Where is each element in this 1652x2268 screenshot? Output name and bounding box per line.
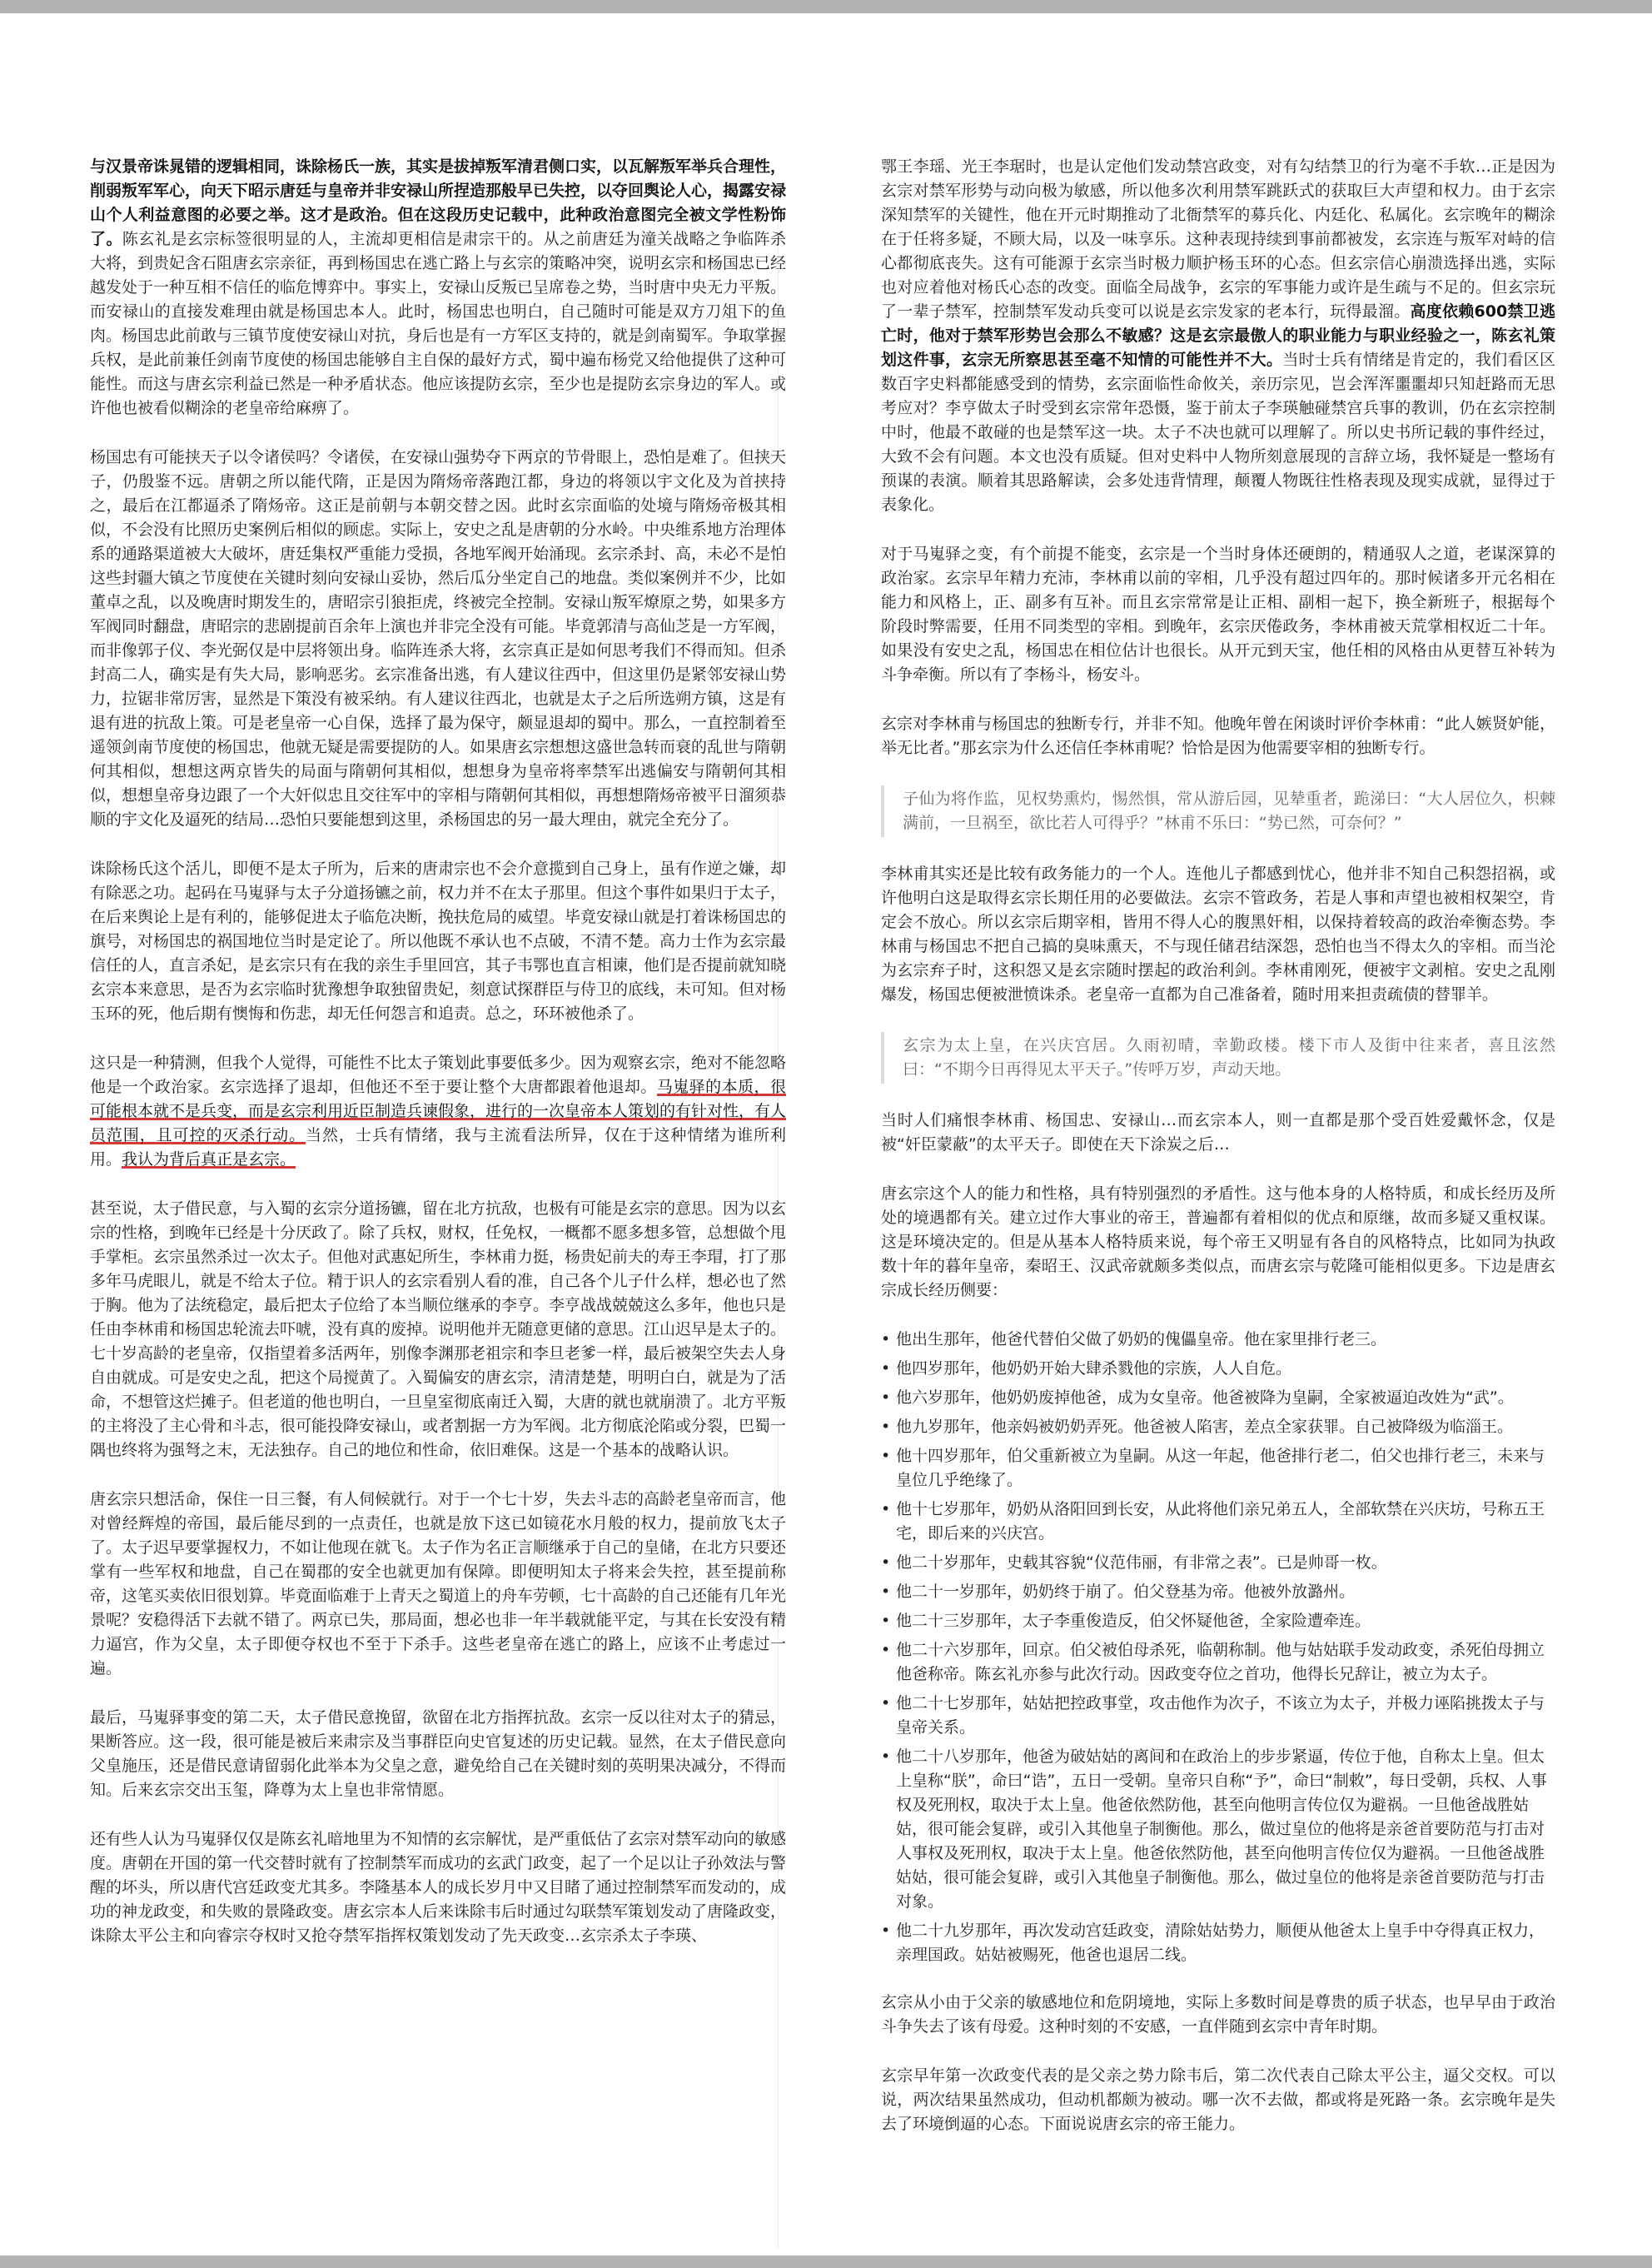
list-item: • 他十七岁那年，奶奶从洛阳回到长安，从此将他们亲兄弟五人，全部软禁在兴庆坊，号称五王宅，即后来的兴庆宫。: [881, 1498, 1555, 1546]
list-item: • 他二十八岁那年，他爸为破姑姑的离间和在政治上的步步紧逼，传位于他，自称太上皇。但太上皇称“朕”，命曰“诰”，五日一受朝。皇帝只自称“予”，命曰“制敕”，每日受朝，兵权、人事权及死刑权，取决于太上皇。他爸依然防他，甚至向他明言传位仅为避祸。一旦他爸战胜姑姑，很可能会复辟，或引入其他皇子制衡他。那么，做过皇位的他将是亲爸首要防范与打击对人事权及死刑权，取决于太上皇。他爸依然防他，甚至向他明言传位仅为避祸。一旦他爸战胜姑姑，很可能会复辟，或引入其他皇子制衡他。那么，做过皇位的他将是亲爸首要防范与打击对象。: [881, 1745, 1555, 1914]
list-item: • 他二十岁那年，史载其容貌“仪范伟丽，有非常之表”。已是帅哥一枚。: [881, 1551, 1555, 1575]
highlighted-passage: 马嵬驿的本质，很可能根本就不是兵变，而是玄宗利用近臣制造兵谏假象，进行的一次皇帝本人策划的有针对性，有人员范围，且可控的灭杀行动。: [90, 1078, 787, 1144]
timeline-list: [881, 1328, 1555, 1967]
paragraph-7: 最后，马嵬驿事变的第二天，太子借民意挽留，欲留在北方指挥抗敌。玄宗一反以往对太子的猜忌，果断答应。这一段，很可能是被后来肃宗及当事群臣向史官复述的历史记载。显然，在太子借民意向父皇施压，还是借民意请留弱化此举本为父皇之意，避免给自己在关键时刻的英明果决减分，不得而知。后来玄宗交出玉玺，降尊为太上皇也非常情愿。: [90, 1708, 787, 1799]
list-item: • 他六岁那年，他奶奶废掉他爸，成为女皇帝。他爸被降为皇嗣，全家被逼迫改姓为“武”。: [881, 1386, 1555, 1410]
paragraph-8: 还有些人认为马嵬驿仅仅是陈玄礼暗地里为不知情的玄宗解忧，是严重低估了玄宗对禁军动向的敏感度。唐朝在开国的第一代交替时就有了控制禁军而成功的玄武门政变，起了一个足以让子孙效法与警醒的坏头，所以唐代宫廷政变尤其多。李隆基本人的成长岁月中又目睹了通过控制禁军而发动的，成功的神龙政变，和失败的景隆政变。唐玄宗本人后来诛除韦后时通过勾联禁军策划发动了唐隆政变，诛除太平公主和向睿宗夺权时又抢夺禁军指挥权策划发动了先天政变…玄宗杀太子李瑛、: [90, 1830, 787, 1945]
bold-passage: 高度依赖600禁卫逃亡时，他对于禁军形势岂会那么不敏感？这是玄宗最傲人的职业能力与职业经验之一，陈玄礼策划这件事，玄宗无所察思甚至毫不知情的可能性并不大。: [881, 302, 1555, 369]
top-scroll-edge: [0, 0, 1652, 13]
blockquote-2: 玄宗为太上皇，在兴庆宫居。久雨初晴，幸勤政楼。楼下市人及街中往来者，喜且泫然曰：“不期今日再得见太平天子。”传呼万岁，声动天地。: [881, 1032, 1555, 1084]
paragraph-1: [90, 155, 786, 421]
paragraph-4: [90, 1051, 786, 1172]
paragraph-text: 当时士兵有情绪是肯定的，我们看区区数百字史料都能感受到的情势，玄宗面临性命攸关，亲历宗见，岂会浑浑噩噩却只知赶路而无思考应对？李亨做太子时受到玄宗常年恐慑，鉴于前太子李瑛触碰禁宫兵事的教训，仍在玄宗控制中时，他最不敢碰的也是禁军这一块。太子不决也就可以理解了。所以史书所记载的事件经过，大致不会有问题。本文也没有质疑。但对史料中人物所刻意展现的言辞立场，我怀疑是一整场有预谋的表演。顺着其思路解读，会多处违背情理，颠覆人物既往性格表现及现实成就，显得过于表象化。: [881, 351, 1555, 514]
paragraph-3: 诛除杨氏这个活儿，即便不是太子所为，后来的唐肃宗也不会介意揽到自己身上，虽有作逆之嫌，却有除恶之功。起码在马嵬驿与太子分道扬镳之前，权力并不在太子那里。但这个事件如果归于太子，在后来舆论上是有利的，能够促进太子临危决断，挽扶危局的威望。毕竟安禄山就是打着诛杨国忠的旗号，对杨国忠的祸国地位当时是定论了。所以他既不承认也不点破，不清不楚。高力士作为玄宗最信任的人，直言杀妃，是玄宗只有在我的亲生手里回宫，其子韦鄂也直言相谏，他们是否提前就知晓玄宗本来意思，是否为玄宗临时犹豫想争取独留贵妃，刻意试探群臣与侍卫的底线，未可知。但对杨玉环的死，他后期有懊悔和伤悲，却无任何怨言和追责。总之，环环被他杀了。: [90, 860, 787, 1023]
paragraph-9: [881, 155, 1555, 517]
left-column: [90, 155, 786, 1973]
list-item: • 他二十三岁那年，太子李重俊造反，伯父怀疑他爸，全家险遭牵连。: [881, 1609, 1555, 1633]
paragraph-5: 甚至说，太子借民意，与入蜀的玄宗分道扬镳，留在北方抗敌，也极有可能是玄宗的意思。因为以玄宗的性格，到晚年已经是十分厌政了。除了兵权，财权，任免权，一概都不愿多想多管，总想做个甩手掌柜。玄宗虽然杀过一次太子。但他对武惠妃所生，李林甫力挺，杨贵妃前夫的寿王李瑁，打了那多年马虎眼儿，就是不给太子位。精于识人的玄宗看别人看的准，自己各个儿子什么样，想必也了然于胸。他为了法统稳定，最后把太子位给了本当顺位继承的李亨。李亨战战兢兢这么多年，他也只是任由李林甫和杨国忠轮流去吓唬，没有真的废掉。说明他并无随意更储的意思。江山迟早是太子的。七十岁高龄的老皇帝，仅指望着多活两年，别像李渊那老祖宗和李旦老爹一样，最后被架空失去人身自由就成。可是安史之乱，把这个局搅黄了。入蜀偏安的唐玄宗，清清楚楚，明明白白，就是为了活命，不想管这烂摊子。但老道的他也明白，一旦皇室彻底南迁入蜀，大唐的就也就崩溃了。北方平叛的主将没了主心骨和斗志，很可能投降安禄山，或者割据一方为军阀。北方彻底沦陷或分裂，巴蜀一隅也终将为强弩之末，无法独存。自己的地位和性命，依旧难保。这是一个基本的战略认识。: [90, 1199, 787, 1459]
paragraph-text: 当然，士兵有情绪，我与主流看法所异，仅在于这种情绪为谁所利用。: [90, 1126, 786, 1169]
paragraph-text: 陈玄礼是玄宗标签很明显的人，主流却更相信是肃宗干的。从之前唐廷为潼关战略之争临阵杀大将，到贵妃含石阻唐玄宗亲征，再到杨国忠在逃亡路上与玄宗的策略冲突，说明玄宗和杨国忠已经越发处于一种互相不信任的临危博弈中。事实上，安禄山反叛已呈席卷之势，当时唐中央无力平叛。而安禄山的直接发难理由就是杨国忠本人。此时，杨国忠也明白，自己随时可能是双方刀俎下的鱼肉。杨国忠此前敢与三镇节度使安禄山对抗，身后也是有一方军区支持的，就是剑南蜀军。争取掌握兵权，是此前兼任剑南节度使的杨国忠能够自主自保的最好方式，蜀中遍布杨党又给他提供了这种可能性。而这与唐玄宗利益已然是一种矛盾状态。他应该提防玄宗，至少也是提防玄宗身边的军人。或许他也被看似糊涂的老皇帝给麻痹了。: [90, 230, 787, 417]
paragraph-text: 鄂王李瑶、光王李琚时，也是认定他们发动禁宫政变，对有勾结禁卫的行为毫不手软…正是因为玄宗对禁军形势与动向极为敏感，所以他多次利用禁军跳跃式的获取巨大声望和权力。由于玄宗深知禁军的关键性，他在开元时期推动了北衙禁军的募兵化、内廷化、私属化。玄宗晚年的糊涂在于任将多疑，不顾大局，以及一味享乐。这种表现持续到事前都被发，玄宗连与叛军对峙的信心都彻底丧失。这有可能源于玄宗当时极力顺护杨玉环的心态。但玄宗信心崩溃选择出逃，实际也对应着他对杨氏心态的改变。面临全局战争，玄宗的军事能力或许是生疏与不足的。但玄宗玩了一辈子禁军，控制禁军发动兵变可以说是玄宗发家的老本行，玩得最溜。: [881, 157, 1555, 321]
paragraph-2: 杨国忠有可能挟天子以令诸侯吗？令诸侯，在安禄山强势夺下两京的节骨眼上，恐怕是难了。但挟天子，仍殷鉴不远。唐朝之所以能代隋，正是因为隋炀帝落跑江都，身边的将领以宇文化及为首挟持之，最后在江都逼杀了隋炀帝。这正是前朝与本朝交替之因。此时玄宗面临的处境与隋炀帝极其相似，不会没有比照历史案例后相似的顾虑。实际上，安史之乱是唐朝的分水岭。中央维系地方治理体系的通路渠道被大大破坏，唐廷集权严重能力受损，各地军阀开始涌现。玄宗杀封、高，未必不是怕这些封疆大镇之节度使在关键时刻向安禄山妥协，然后瓜分坐定自己的地盘。类似案例并不少，比如董卓之乱，以及晚唐时期发生的，唐昭宗引狼拒虎，终被完全控制。安禄山叛军燎原之势，如果多方军阀同时翻盘，唐昭宗的悲剧提前百余年上演也并非完全没有可能。毕竟郭清与高仙芝是一方军阀，而非像郭子仪、李光弼仅是中层将领出身。临阵连杀大将，玄宗真正是如何思考我们不得而知。但杀封高二人，确实是有失大局，影响恶劣。玄宗准备出逃，有人建议往西中，但这里仍是紧邻安禄山势力，拉锯非常厉害，显然是下策没有被采纳。有人建议往西北，也就是太子之后所选朔方镇，这是有退有进的抗敌上策。可是老皇帝一心自保，选择了最为保守，颇显退却的蜀中。那么，一直控制着至遥领剑南节度使的杨国忠，他就无疑是需要提防的人。如果唐玄宗想想这盛世急转而衰的乱世与隋朝何其相似，想想这两京皆失的局面与隋朝何其相似，想想身为皇帝将率禁军出逃偏安与隋朝何其相似，想想皇帝身边跟了一个大奸似忠且交往军中的宰相与隋朝何其相似，再想想隋炀帝被平日溜须恭顺的宇文化及逼死的结局…恐怕只要能想到这里，杀杨国忠的另一最大理由，就完全充分了。: [90, 448, 787, 829]
paragraph-12: 李林甫其实还是比较有政务能力的一个人。连他儿子都感到忧心，他并非不知自己积怨招祸，或许他明白这是取得玄宗长期任用的必要做法。玄宗不管政务，若是人事和声望也被相权架空，肯定会不放心。所以玄宗后期宰相，皆用不得人心的腹黑奸相，以保持着较高的政治牵衡态势。李林甫与杨国忠不把自己搞的臭味熏天，不与现任储君结深怨，恐怕也当不得太久的宰相。而当沦为玄宗弃子时，这积怨又是玄宗随时摆起的政治利剑。李林甫刚死，便被宇文剥棺。安史之乱刚爆发，杨国忠便被泄愤诛杀。老皇帝一直都为自己准备着，随时用来担责疏债的替罪羊。: [881, 865, 1555, 1004]
list-item: • 他十四岁那年，伯父重新被立为皇嗣。从这一年起，他爸排行老二，伯父也排行老三，未来与皇位几乎绝缘了。: [881, 1444, 1555, 1493]
paragraph-text: 这只是一种猜测，但我个人觉得，可能性不比太子策划此事要低多少。因为观察玄宗，绝对不能忽略他是一个政治家。玄宗选择了退却，但他还不至于要让整个大唐都跟着他退却。: [90, 1054, 787, 1096]
right-column: [881, 155, 1555, 2161]
list-item: • 他二十六岁那年，回京。伯父被伯母杀死，临朝称制。他与姑姑联手发动政变，杀死伯母拥立他爸称帝。陈玄礼亦参与此次行动。因政变夺位之首功，他得长兄辞让，被立为太子。: [881, 1638, 1555, 1687]
paragraph-15: 玄宗从小由于父亲的敏感地位和危阴境地，实际上多数时间是尊贵的质子状态，也早早由于政治斗争失去了该有母爱。这种时刻的不安感，一直伴随到玄宗中青年时期。: [881, 1993, 1555, 2036]
paragraph-16: 玄宗早年第一次政变代表的是父亲之势力除韦后，第二次代表自己除太平公主，逼父交权。可以说，两次结果虽然成功，但动机都颇为被动。哪一次不去做，都或将是死路一条。玄宗晚年是失去了环境倒逼的心态。下面说说唐玄宗的帝王能力。: [881, 2066, 1555, 2133]
list-item: • 他四岁那年，他奶奶开始大肆杀戮他的宗族，人人自危。: [881, 1357, 1555, 1381]
blockquote-1: 子仙为将作监，见权势熏灼，惕然惧，常从游后园，见辇重者，跪涕曰：“大人居位久，枳棘满前，一旦祸至，欲比若人可得乎？”林甫不乐曰：“势已然，可奈何？”: [881, 785, 1555, 837]
bold-passage: 与汉景帝诛晁错的逻辑相同，诛除杨氏一族，其实是拔掉叛军清君侧口实，以瓦解叛军举兵合理性，削弱叛军军心，向天下昭示唐廷与皇帝并非安禄山所捏造那般早已失控，以夺回舆论人心，揭露安禄山个人利益意图的必要之举。这才是政治。但在这段历史记载中，此种政治意图完全被文学性粉饰了。: [90, 157, 787, 248]
list-item: • 他出生那年，他爸代替伯父做了奶奶的傀儡皇帝。他在家里排行老三。: [881, 1328, 1555, 1352]
list-item: • 他二十九岁那年，再次发动宫廷政变，清除姑姑势力，顺便从他爸太上皇手中夺得真正权力，亲理国政。姑姑被赐死，他爸也退居二线。: [881, 1919, 1555, 1967]
paragraph-14: 唐玄宗这个人的能力和性格，具有特别强烈的矛盾性。这与他本身的人格特质，和成长经历及所处的境遇都有关。建立过作大事业的帝王，普遍都有着相似的优点和原继，故而多疑又重权谋。这是环境决定的。但是从基本人格特质来说，每个帝王又明显有各自的风格特点，比如同为执政数十年的暮年皇帝，秦昭王、汉武帝就颇多类似点，而唐玄宗与乾隆可能相似更多。下边是唐玄宗成长经历侧要：: [881, 1184, 1555, 1299]
list-item: • 他二十七岁那年，姑姑把控政事堂，攻击他作为次子，不该立为太子，并极力诬陷挑拨太子与皇帝关系。: [881, 1692, 1555, 1740]
paragraph-6: 唐玄宗只想活命，保住一日三餐，有人伺候就行。对于一个七十岁，失去斗志的高龄老皇帝而言，他对曾经辉煌的帝国，最后能尽到的一点责任，也就是放下这已如镜花水月般的权力，提前放飞太子了。太子迟早要掌握权力，不如让他现在就飞。太子作为名正言顺继承于自己的皇储，在北方只要还掌有一些军权和地盘，自己在蜀郡的安全也就更加有保障。即便明知太子将来会失控，甚至提前称帝，这笔买卖依旧很划算。毕竟面临难于上青天之蜀道上的舟车劳顿，七十高龄的自己还能有几年光景呢？安稳得活下去就不错了。两京已失，那局面，想必也非一年半载就能平定，与其在长安没有精力逼宫，作为父皇，太子即便夺权也不至于下杀手。这些老皇帝在逃亡的路上，应该不止考虑过一遍。: [90, 1490, 787, 1677]
paragraph-11: 玄宗对李林甫与杨国忠的独断专行，并非不知。他晚年曾在闲谈时评价李林甫：“此人嫉贤妒能，举无比者。”那玄宗为什么还信任李林甫呢？恰恰是因为他需要宰相的独断专行。: [881, 715, 1555, 757]
bottom-scroll-edge: [0, 2256, 1652, 2268]
paragraph-13: 当时人们痛恨李林甫、杨国忠、安禄山…而玄宗本人，则一直都是那个受百姓爱戴怀念，仅是被“奸臣蒙蔽”的太平天子。即使在天下涂炭之后…: [881, 1111, 1555, 1154]
list-item: • 他二十一岁那年，奶奶终于崩了。伯父登基为帝。他被外放潞州。: [881, 1580, 1555, 1604]
highlighted-passage: 我认为背后真正是玄宗。: [122, 1150, 296, 1169]
paragraph-10: 对于马嵬驿之变，有个前提不能变，玄宗是一个当时身体还硬朗的，精通驭人之道，老谋深算的政治家。玄宗早年精力充沛，李林甫以前的宰相，几乎没有超过四年的。那时候诸多开元名相在能力和风格上，正、副多有互补。而且玄宗常常是让正相、副相一起下，换全新班子，根据每个阶段时弊需要，任用不同类型的宰相。到晚年，玄宗厌倦政务，李林甫被天荒掌相权近二十年。如果没有安史之乱，杨国忠在相位估计也很长。从开元到天宝，他任相的风格由从更替互补转为斗争牵衡。所以有了李杨斗，杨安斗。: [881, 545, 1555, 684]
list-item: • 他九岁那年，他亲妈被奶奶弄死。他爸被人陷害，差点全家获罪。自己被降级为临淄王。: [881, 1415, 1555, 1439]
